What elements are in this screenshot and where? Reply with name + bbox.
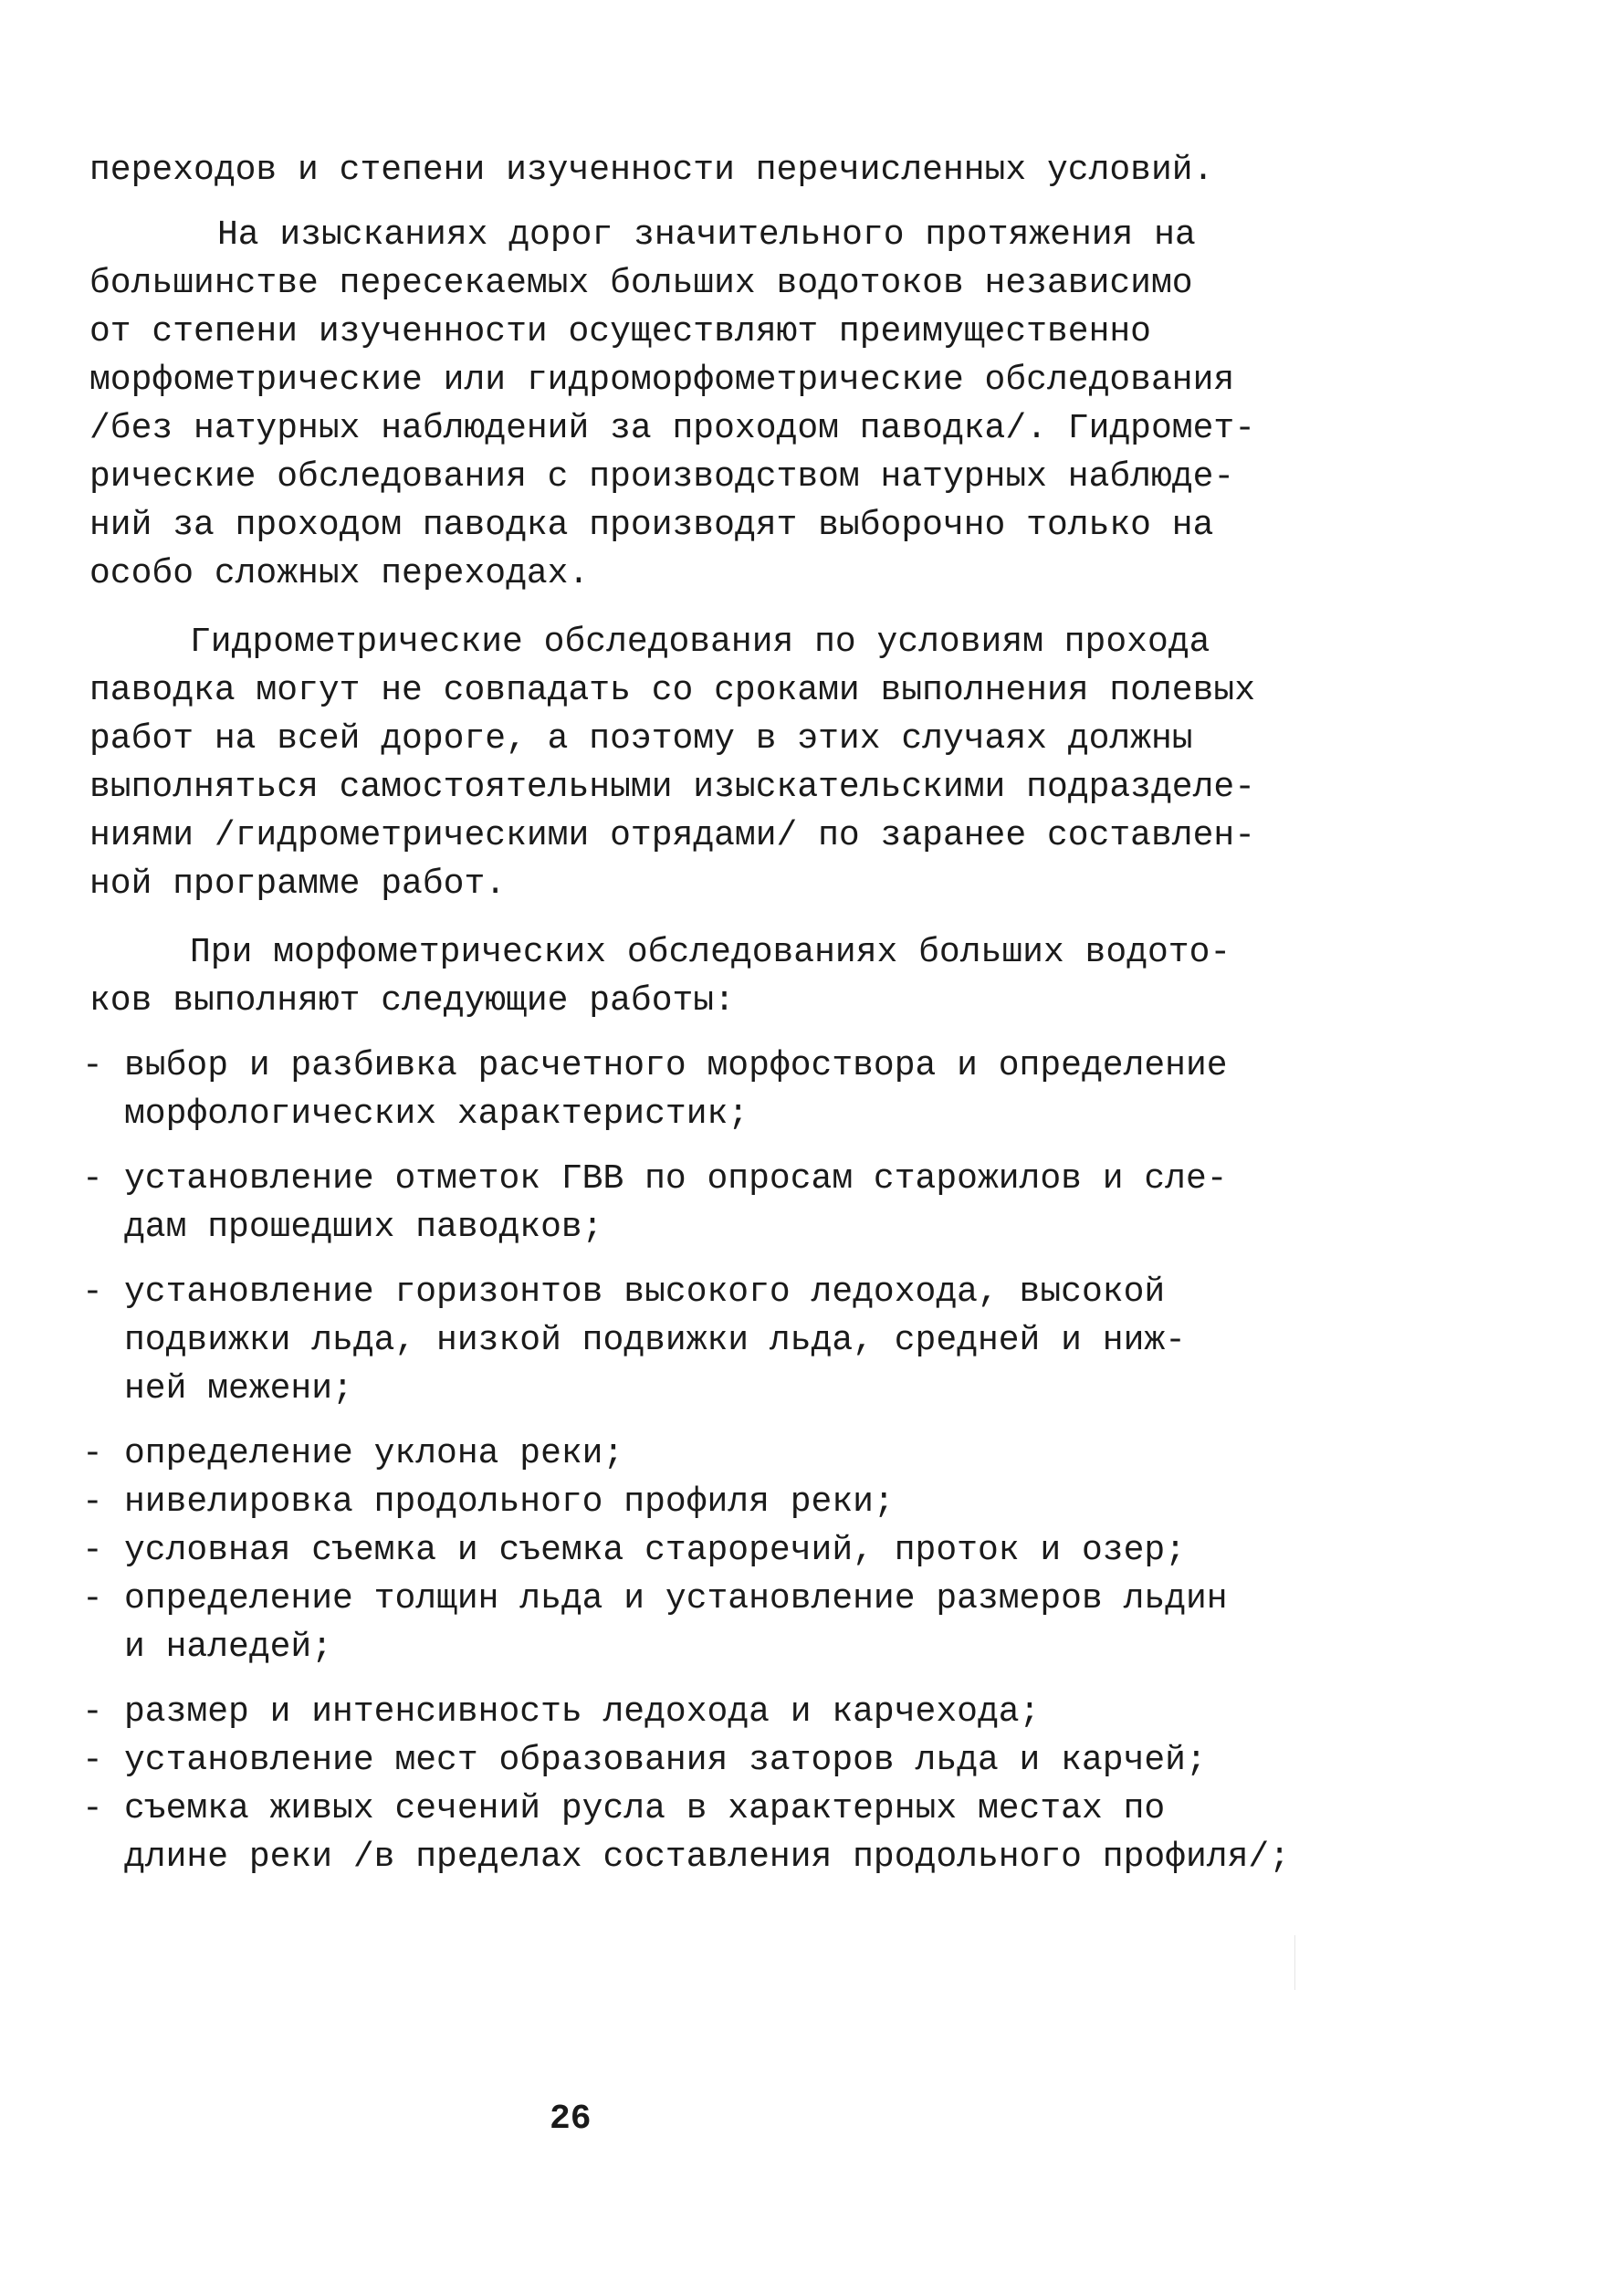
text-line: морфологических характеристик; — [124, 1094, 749, 1134]
text-line: ной программе работ. — [89, 864, 507, 904]
text-line: особо сложных переходах. — [89, 554, 590, 593]
text-line: Гидрометрические обследования по условиям прохода — [190, 623, 1210, 662]
text-line: выполняться самостоятельными изыскательскими подразделе- — [89, 768, 1256, 807]
list-item — [82, 1736, 1294, 1785]
page-number: 26 — [550, 2100, 592, 2139]
text-line: нивелировка продольного профиля реки; — [124, 1482, 895, 1522]
text-line: На изысканиях дорог значительного протяжения на — [217, 215, 1196, 255]
list-item — [82, 1155, 1294, 1251]
scan-edge-mark — [1294, 1935, 1295, 1990]
text-line: паводка могут не совпадать со сроками выполнения полевых — [89, 671, 1256, 710]
text-line: съемка живых сечений русла в характерных местах по — [124, 1789, 1166, 1828]
bullet-dash: - — [82, 1692, 103, 1732]
paragraph-hydrometric-surveys — [89, 618, 1294, 908]
text-line: установление мест образования заторов льда и карчей; — [124, 1741, 1207, 1780]
list-item — [82, 1478, 1294, 1526]
bullet-dash: - — [82, 1531, 103, 1570]
list-item — [82, 1429, 1294, 1478]
list-item — [82, 1575, 1294, 1671]
list-item — [82, 1042, 1294, 1138]
text-line: ней межени; — [124, 1369, 353, 1409]
text-line: определение толщин льда и установление размеров льдин — [124, 1579, 1228, 1618]
text-line: дам прошедших паводков; — [124, 1208, 603, 1247]
page-text — [82, 146, 1294, 1881]
text-line: /без натурных наблюдений за проходом паводка/. Гидромет- — [89, 409, 1256, 448]
text-line: ков выполняют следующие работы: — [89, 981, 735, 1021]
text-line: работ на всей дороге, а поэтому в этих случаях должны — [89, 719, 1193, 759]
text-line: ний за проходом паводка производят выборочно только на — [89, 506, 1214, 545]
text-line: При морфометрических обследованиях больших водото- — [190, 933, 1231, 972]
list-item — [82, 1785, 1294, 1881]
text-line: подвижки льда, низкой подвижки льда, средней и ниж- — [124, 1321, 1186, 1360]
text-line: ниями /гидрометрическими отрядами/ по заранее составлен- — [89, 816, 1256, 855]
paragraph-continuation — [89, 146, 1294, 194]
text-line: морфометрические или гидроморфометрические обследования — [89, 361, 1235, 400]
list-item — [82, 1526, 1294, 1575]
text-line: выбор и разбивка расчетного морфоствора и определение — [124, 1046, 1228, 1085]
bullet-dash: - — [82, 1159, 103, 1199]
text-line: условная съемка и съемка староречий, проток и озер; — [124, 1531, 1186, 1570]
bullet-dash: - — [82, 1482, 103, 1522]
text-line: рические обследования с производством натурных наблюде- — [89, 457, 1235, 497]
paragraph-surveys-long-roads — [89, 211, 1294, 598]
text-line: длине реки /в пределах составления продольного профиля/; — [124, 1838, 1291, 1877]
bullet-dash: - — [82, 1046, 103, 1085]
text-line: большинстве пересекаемых больших водотоков независимо — [89, 264, 1193, 303]
text-line: от степени изученности осуществляют преимущественно — [89, 312, 1151, 351]
list-item — [82, 1268, 1294, 1413]
bullet-dash: - — [82, 1272, 103, 1312]
bullet-dash: - — [82, 1789, 103, 1828]
bullet-dash: - — [82, 1741, 103, 1780]
text-line: установление горизонтов высокого ледохода, высокой — [124, 1272, 1166, 1312]
text-line: переходов и степени изученности перечисленных условий. — [89, 151, 1214, 190]
bullet-dash: - — [82, 1434, 103, 1473]
text-line: определение уклона реки; — [124, 1434, 624, 1473]
text-line: размер и интенсивность ледохода и карчехода; — [124, 1692, 1041, 1732]
paragraph-works-intro — [89, 928, 1294, 1025]
works-list — [82, 1042, 1294, 1881]
text-line: установление отметок ГВВ по опросам старожилов и сле- — [124, 1159, 1228, 1199]
list-item — [82, 1688, 1294, 1736]
bullet-dash: - — [82, 1579, 103, 1618]
text-line: и наледей; — [124, 1628, 333, 1667]
